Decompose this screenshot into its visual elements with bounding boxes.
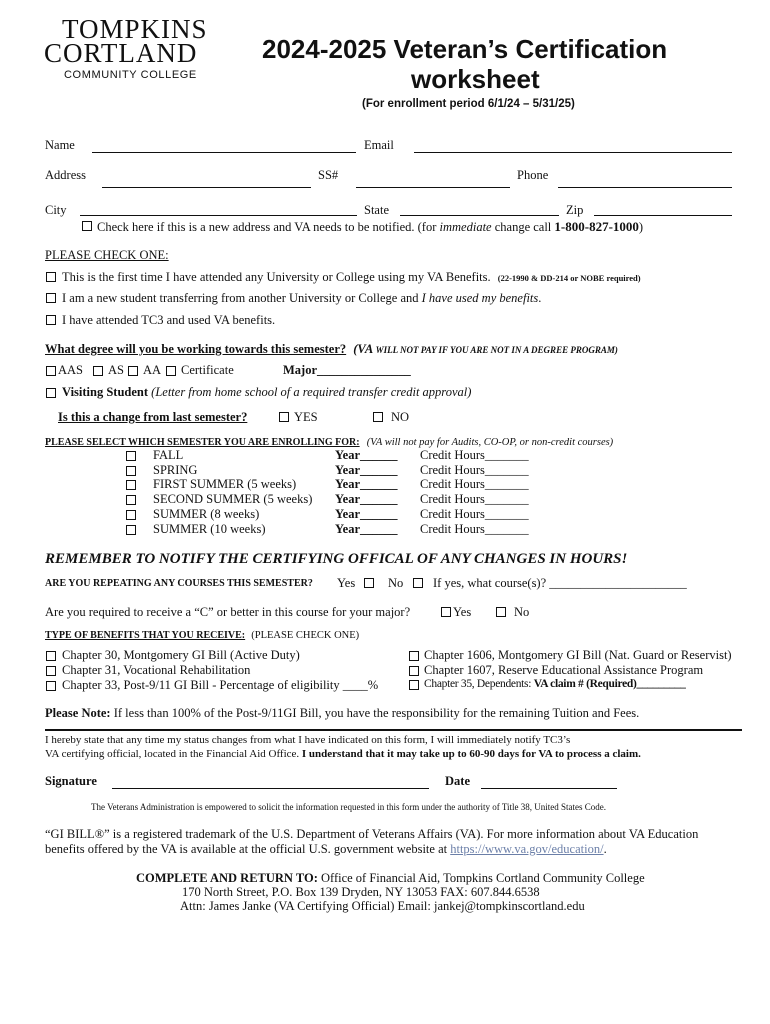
- semester-credit-hours-field[interactable]: Credit Hours_______: [420, 492, 529, 507]
- return-attn: Attn: James Janke (VA Certifying Official) Email: jankej@tompkinscortland.edu: [180, 899, 585, 913]
- transfer-checkbox[interactable]: [46, 293, 56, 303]
- new-address-label: Check here if this is a new address and VA needs to be notified. (for: [97, 220, 440, 234]
- grade-c-no-label: No: [514, 605, 530, 619]
- new-address-text: [97, 219, 643, 235]
- email-field[interactable]: [414, 152, 732, 153]
- chapter35-checkbox[interactable]: [409, 680, 419, 690]
- semester-year-field[interactable]: Year______: [335, 492, 398, 507]
- statement-processing-time: I understand that it may take up to 60-90 days for VA to process a claim.: [299, 748, 641, 760]
- benefit-option: Chapter 30, Montgomery GI Bill (Active Duty): [62, 648, 300, 662]
- enrollment-period: (For enrollment period 6/1/24 – 5/31/25): [362, 98, 575, 110]
- certificate-label: Certificate: [181, 363, 234, 377]
- semester-credit-hours-field[interactable]: Credit Hours_______: [420, 506, 529, 521]
- grade-c-yes-checkbox[interactable]: [441, 607, 451, 617]
- benefit-checkbox[interactable]: [409, 651, 419, 661]
- semester-name: SPRING: [153, 462, 198, 477]
- benefit-checkbox[interactable]: [46, 681, 56, 691]
- please-note-label: Please Note:: [45, 706, 111, 720]
- signature-field[interactable]: [112, 788, 429, 789]
- gibill-text: benefits offered by the VA is available at the official U.S. government website at: [45, 842, 451, 856]
- section-divider: [45, 729, 742, 731]
- visiting-student-checkbox[interactable]: [46, 388, 56, 398]
- benefit-checkbox[interactable]: [46, 666, 56, 676]
- change-no-checkbox[interactable]: [373, 412, 383, 422]
- semester-year-field[interactable]: Year______: [335, 506, 398, 521]
- certificate-checkbox[interactable]: [166, 366, 176, 376]
- address-label: Address: [45, 168, 86, 182]
- phone-label: Phone: [517, 168, 549, 182]
- semester-checkbox[interactable]: [126, 466, 136, 476]
- semester-checkbox[interactable]: [126, 495, 136, 505]
- aas-label: AAS: [58, 363, 84, 377]
- benefits-heading-text: TYPE OF BENEFITS THAT YOU RECEIVE:: [45, 630, 246, 641]
- authority-notice: The Veterans Administration is empowered to solicit the information requested in this form under the authority of Title 38, United States Code.: [91, 802, 606, 812]
- degree-note: WILL NOT PAY IF YOU ARE NOT IN A DEGREE PROGRAM): [375, 345, 618, 355]
- grade-c-no-checkbox[interactable]: [496, 607, 506, 617]
- please-note: [45, 706, 639, 721]
- benefit-option: Chapter 1607, Reserve Educational Assistance Program: [424, 663, 704, 677]
- semester-year-field[interactable]: Year______: [335, 521, 398, 536]
- semester-checkbox[interactable]: [126, 510, 136, 520]
- as-label: AS: [108, 363, 124, 377]
- email-label: Email: [364, 138, 394, 152]
- semester-note: (VA will not pay for Audits, CO-OP, or non-credit courses): [366, 437, 614, 448]
- va-claim-field[interactable]: VA claim # (Required)_________: [533, 678, 686, 690]
- transfer-italic: I have used my benefits: [421, 291, 539, 305]
- statement-line2: [45, 748, 641, 760]
- repeat-no-checkbox[interactable]: [413, 578, 423, 588]
- semester-credit-hours-field[interactable]: Credit Hours_______: [420, 462, 529, 477]
- semester-year-field[interactable]: Year______: [335, 448, 398, 462]
- signature-label: Signature: [45, 774, 97, 788]
- semester-checkbox[interactable]: [126, 480, 136, 490]
- date-label: Date: [445, 774, 470, 788]
- name-field[interactable]: [92, 152, 356, 153]
- new-address-close: ): [638, 220, 644, 234]
- city-field[interactable]: [80, 215, 357, 216]
- va-phone-number: 1-800-827-1000: [554, 219, 639, 234]
- logo-line3: COMMUNITY COLLEGE: [64, 69, 197, 81]
- benefits-heading: [45, 627, 359, 642]
- semester-year-field[interactable]: Year______: [335, 462, 398, 477]
- attended-tc3-label: I have attended TC3 and used VA benefits.: [62, 313, 276, 327]
- semester-name: SECOND SUMMER (5 weeks): [153, 492, 313, 507]
- transfer-option: [62, 291, 541, 306]
- date-field[interactable]: [481, 788, 617, 789]
- grade-c-yes-label: Yes: [453, 605, 472, 619]
- semester-credit-hours-field[interactable]: Credit Hours_______: [420, 477, 529, 492]
- degree-question-text: What degree will you be working towards this semester?: [45, 342, 347, 356]
- city-label: City: [45, 203, 67, 217]
- benefit-checkbox[interactable]: [409, 666, 419, 676]
- change-yes-checkbox[interactable]: [279, 412, 289, 422]
- state-label: State: [364, 203, 389, 217]
- change-no-label: NO: [391, 410, 410, 424]
- semester-name: FALL: [153, 448, 184, 462]
- logo-line1: TOMPKINS: [62, 14, 208, 44]
- semester-name: FIRST SUMMER (5 weeks): [153, 477, 297, 492]
- ssn-field[interactable]: [356, 187, 510, 188]
- name-label: Name: [45, 138, 75, 152]
- first-time-option: [62, 270, 641, 285]
- transfer-end: .: [538, 291, 542, 305]
- semester-heading: [45, 434, 613, 449]
- aas-checkbox[interactable]: [46, 366, 56, 376]
- visiting-student-note: (Letter from home school of a required transfer credit approval): [151, 385, 472, 399]
- new-address-checkbox[interactable]: [82, 221, 92, 231]
- major-field[interactable]: Major_______________: [283, 363, 411, 377]
- check-one-heading: PLEASE CHECK ONE:: [45, 248, 169, 262]
- grade-c-question: Are you required to receive a “C” or better in this course for your major?: [45, 605, 411, 619]
- benefit-checkbox[interactable]: [46, 651, 56, 661]
- first-time-checkbox[interactable]: [46, 272, 56, 282]
- benefit-option: Chapter 31, Vocational Rehabilitation: [62, 663, 251, 677]
- repeat-question: ARE YOU REPEATING ANY COURSES THIS SEMESTER?: [45, 578, 313, 589]
- visiting-student-label: Visiting Student: [62, 385, 149, 399]
- semester-name: SUMMER (8 weeks): [153, 506, 260, 521]
- semester-credit-hours-field[interactable]: Credit Hours_______: [420, 448, 529, 462]
- gibill-line1: “GI BILL®” is a registered trademark of the U.S. Department of Veterans Affairs (VA). For more information about VA Education: [45, 827, 699, 841]
- semester-credit-hours-field[interactable]: Credit Hours_______: [420, 521, 529, 536]
- zip-field[interactable]: [594, 215, 732, 216]
- return-address: 170 North Street, P.O. Box 139 Dryden, NY 13053 FAX: 607.844.6538: [182, 885, 540, 899]
- as-checkbox[interactable]: [93, 366, 103, 376]
- visiting-student-option: [62, 385, 471, 400]
- page-title-line2: worksheet: [411, 64, 540, 94]
- return-to-office: Office of Financial Aid, Tompkins Cortland Community College: [317, 871, 645, 885]
- attended-tc3-checkbox[interactable]: [46, 315, 56, 325]
- va-education-link[interactable]: https://www.va.gov/education/: [450, 842, 604, 856]
- degree-question: [45, 342, 618, 357]
- new-address-immediate: immediate: [439, 220, 492, 234]
- semester-name: SUMMER (10 weeks): [153, 521, 266, 536]
- chapter35-label: Chapter 35, Dependents:: [424, 678, 534, 690]
- zip-label: Zip: [566, 203, 584, 217]
- new-address-call: change call: [491, 220, 555, 234]
- logo-line2: CORTLAND: [44, 38, 198, 68]
- aa-label: AA: [143, 363, 162, 377]
- repeat-yes-label: Yes: [337, 576, 356, 590]
- repeat-no-label: No: [388, 576, 404, 590]
- gibill-line2: [45, 842, 607, 857]
- page-title: 2024-2025 Veteran’s Certification: [262, 34, 668, 64]
- benefits-heading-note: (PLEASE CHECK ONE): [251, 630, 360, 641]
- please-note-text: If less than 100% of the Post-9/11GI Bill, you have the responsibility for the remaining Tuition and Fees.: [110, 706, 640, 720]
- transfer-label: I am a new student transferring from another University or College and: [62, 291, 422, 305]
- return-to: [136, 871, 645, 886]
- semester-checkbox[interactable]: [126, 525, 136, 535]
- semester-year-field[interactable]: Year______: [335, 477, 398, 492]
- first-time-note: (22-1990 & DD-214 or NOBE required): [497, 273, 641, 283]
- benefit-option: Chapter 1606, Montgomery GI Bill (Nat. Guard or Reservist): [424, 648, 732, 662]
- address-field[interactable]: [102, 187, 311, 188]
- gibill-end: .: [603, 842, 607, 856]
- state-field[interactable]: [400, 215, 559, 216]
- statement-location: VA certifying official, located in the Financial Aid Office.: [45, 748, 300, 760]
- semester-checkbox[interactable]: [126, 451, 136, 461]
- chapter35-option: [424, 678, 686, 690]
- return-to-label: COMPLETE AND RETURN TO:: [136, 871, 318, 885]
- change-yes-label: YES: [294, 410, 318, 424]
- benefit-option: Chapter 33, Post-9/11 GI Bill - Percentage of eligibility ____%: [62, 678, 379, 692]
- remember-notice: REMEMBER TO NOTIFY THE CERTIFYING OFFICAL OF ANY CHANGES IN HOURS!: [45, 551, 628, 567]
- ssn-label: SS#: [318, 168, 339, 182]
- degree-note-open: (VA: [353, 342, 376, 356]
- first-time-label: This is the first time I have attended any University or College using my VA Benefits.: [62, 270, 491, 284]
- phone-field[interactable]: [558, 187, 732, 188]
- statement-line1: I hereby state that any time my status changes from what I have indicated on this form, I will immediately notify TC3’s: [45, 734, 571, 746]
- repeat-courses-field[interactable]: If yes, what course(s)? ______________________: [433, 576, 687, 590]
- aa-checkbox[interactable]: [128, 366, 138, 376]
- change-question: Is this a change from last semester?: [58, 410, 248, 424]
- repeat-yes-checkbox[interactable]: [364, 578, 374, 588]
- semester-heading-text: PLEASE SELECT WHICH SEMESTER YOU ARE ENROLLING FOR:: [45, 437, 360, 448]
